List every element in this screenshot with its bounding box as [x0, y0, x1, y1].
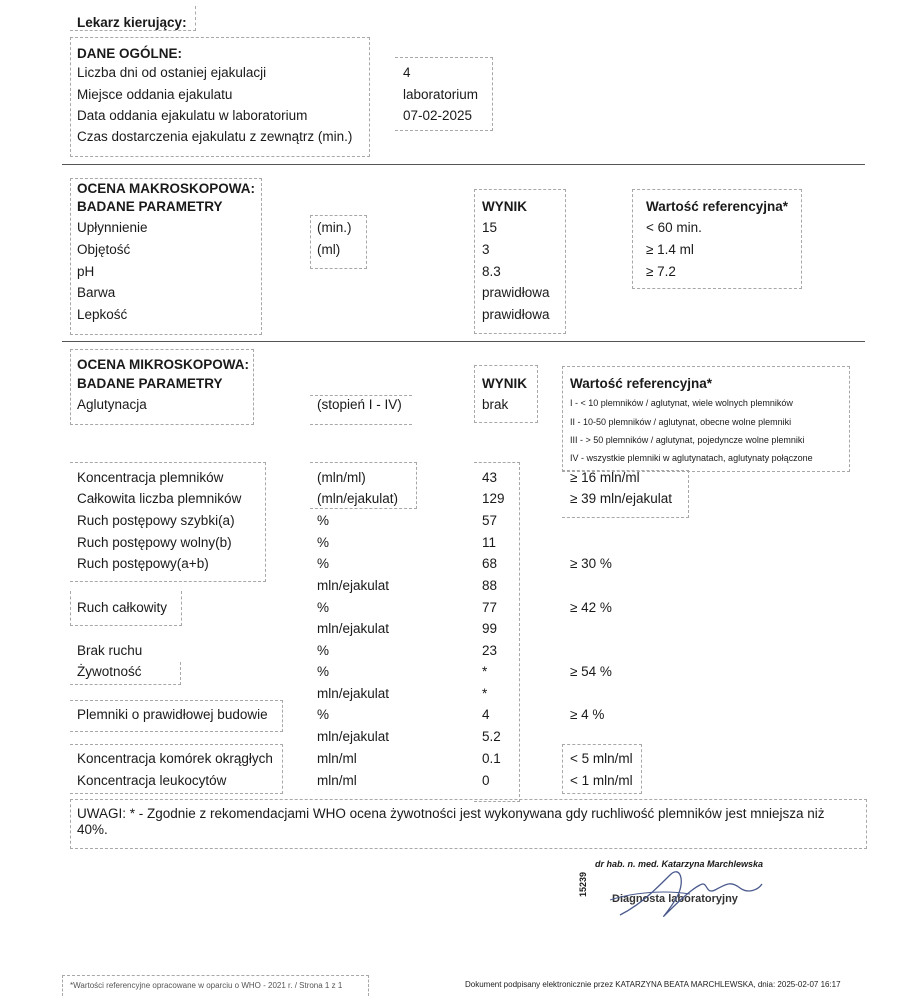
macro-result-viscosity: prawidłowa	[482, 307, 550, 322]
micro-result-morphology-count: 5.2	[482, 729, 501, 744]
micro-unit-immotile: %	[317, 643, 330, 658]
micro-result-total-motility: 77	[482, 600, 498, 615]
micro-result-round-cells: 0.1	[482, 751, 501, 766]
stamp-number: 15239	[578, 871, 588, 897]
micro-unit-round-cells: mln/ml	[317, 751, 357, 766]
general-label-delivery: Czas dostarczenia ejakulatu z zewnątrz (min.)	[77, 129, 353, 144]
footer-left-text: *Wartości referencyjne opracowane w oparciu o WHO - 2021 r. / Strona 1 z 1	[70, 981, 343, 990]
micro-label-total-count: Całkowita liczba plemników	[77, 491, 242, 506]
micro-result-leukocytes: 0	[482, 773, 490, 788]
micro-label-vitality: Żywotność	[77, 664, 142, 679]
doctor-label: Lekarz kierujący:	[77, 15, 187, 30]
micro-ref-morphology: ≥ 4 %	[570, 707, 605, 722]
micro-ref-total-count: ≥ 39 mln/ejakulat	[570, 491, 672, 506]
micro-label-aglutination: Aglutynacja	[77, 397, 147, 412]
macro-result-header: WYNIK	[482, 199, 527, 214]
micro-ref-total-motility: ≥ 42 %	[570, 600, 612, 615]
micro-ref-vitality: ≥ 54 %	[570, 664, 612, 679]
micro-unit-morphology: %	[317, 707, 330, 722]
micro-label-leukocytes: Koncentracja leukocytów	[77, 773, 227, 788]
micro-ref-round-cells: < 5 mln/ml	[570, 751, 633, 766]
signer-role: Diagnosta laboratoryjny	[612, 893, 738, 905]
general-value-date: 07-02-2025	[403, 108, 473, 123]
general-value-days: 4	[403, 65, 411, 80]
macro-label-viscosity: Lepkość	[77, 307, 128, 322]
micro-unit-fast-progressive: %	[317, 513, 330, 528]
macro-ref-liquefaction: < 60 min.	[646, 220, 702, 235]
micro-result-total-motility-count: 99	[482, 621, 498, 636]
notes-line-1: UWAGI: * - Zgodnie z rekomendacjami WHO ocena żywotności jest wykonywana gdy ruchliwość plemników jest mniejsza niż	[77, 806, 825, 821]
micro-result-total-count: 129	[482, 491, 505, 506]
section-divider-2	[62, 341, 865, 342]
micro-unit-total-motility-count: mln/ejakulat	[317, 621, 390, 636]
micro-result-progressive-count: 88	[482, 578, 498, 593]
macro-label-color: Barwa	[77, 285, 116, 300]
footer-right-text: Dokument podpisany elektronicznie przez KATARZYNA BEATA MARCHLEWSKA, dnia: 2025-02-07 16:17	[465, 980, 841, 989]
micro-label-total-motility: Ruch całkowity	[77, 600, 168, 615]
micro-unit-progressive-count: mln/ejakulat	[317, 578, 390, 593]
micro-ref-leukocytes: < 1 mln/ml	[570, 773, 633, 788]
notes-line-2: 40%.	[77, 822, 108, 837]
micro-result-vitality: *	[482, 664, 488, 679]
micro-unit-progressive: %	[317, 556, 330, 571]
macro-result-color: prawidłowa	[482, 285, 550, 300]
general-label-days: Liczba dni od ostaniej ejakulacji	[77, 65, 267, 80]
micro-result-progressive: 68	[482, 556, 498, 571]
micro-result-immotile: 23	[482, 643, 498, 658]
macro-heading: OCENA MAKROSKOPOWA:	[77, 181, 255, 196]
macro-label-liquefaction: Upłynnienie	[77, 220, 148, 235]
general-heading: DANE OGÓLNE:	[77, 46, 183, 61]
micro-label-fast-progressive: Ruch postępowy szybki(a)	[77, 513, 235, 528]
micro-label-immotile: Brak ruchu	[77, 643, 143, 658]
micro-unit-vitality: %	[317, 664, 330, 679]
general-label-place: Miejsce oddania ejakulatu	[77, 87, 233, 102]
micro-result-morphology: 4	[482, 707, 490, 722]
aglut-ref-line-2: II - 10-50 plemników / aglutynat, obecne wolne plemniki	[570, 417, 792, 427]
micro-label-slow-progressive: Ruch postępowy wolny(b)	[77, 535, 232, 550]
micro-unit-slow-progressive: %	[317, 535, 330, 550]
micro-result-slow-progressive: 11	[482, 535, 497, 550]
micro-unit-total-motility: %	[317, 600, 330, 615]
handwritten-signature	[590, 860, 780, 930]
micro-unit-morphology-count: mln/ejakulat	[317, 729, 390, 744]
micro-label-concentration: Koncentracja plemników	[77, 470, 224, 485]
macro-ref-volume: ≥ 1.4 ml	[646, 242, 694, 257]
micro-result-vitality-count: *	[482, 686, 488, 701]
micro-ref-progressive: ≥ 30 %	[570, 556, 612, 571]
micro-unit-total-count: (mln/ejakulat)	[317, 491, 399, 506]
micro-ref-concentration: ≥ 16 mln/ml	[570, 470, 640, 485]
micro-result-header-box	[474, 365, 538, 423]
micro-result-header: WYNIK	[482, 376, 527, 391]
micro-label-progressive: Ruch postępowy(a+b)	[77, 556, 209, 571]
signer-name: dr hab. n. med. Katarzyna Marchlewska	[595, 859, 764, 869]
micro-params-heading: BADANE PARAMETRY	[77, 376, 223, 391]
macro-label-volume: Objętość	[77, 242, 131, 257]
macro-params-heading: BADANE PARAMETRY	[77, 199, 223, 214]
aglut-ref-line-4: IV - wszystkie plemniki w aglutynatach, aglutynaty połączone	[570, 453, 813, 463]
micro-label-morphology: Plemniki o prawidłowej budowie	[77, 707, 268, 722]
macro-unit-liquefaction: (min.)	[317, 220, 352, 235]
general-value-place: laboratorium	[403, 87, 479, 102]
section-divider-1	[62, 164, 865, 165]
macro-unit-volume: (ml)	[317, 242, 341, 257]
micro-ref-header: Wartość referencyjna*	[570, 376, 713, 391]
macro-ref-header: Wartość referencyjna*	[646, 199, 789, 214]
micro-unit-concentration: (mln/ml)	[317, 470, 366, 485]
micro-unit-aglutination: (stopień I - IV)	[317, 397, 402, 412]
micro-heading: OCENA MIKROSKOPOWA:	[77, 357, 249, 372]
aglut-ref-line-1: I - < 10 plemników / aglutynat, wiele wolnych plemników	[570, 398, 793, 408]
aglut-ref-line-3: III - > 50 plemników / aglutynat, pojedyncze wolne plemniki	[570, 435, 805, 445]
micro-result-concentration: 43	[482, 470, 498, 485]
macro-label-ph: pH	[77, 264, 95, 279]
macro-result-volume: 3	[482, 242, 490, 257]
micro-label-round-cells: Koncentracja komórek okrągłych	[77, 751, 273, 766]
macro-result-liquefaction: 15	[482, 220, 498, 235]
macro-ref-ph: ≥ 7.2	[646, 264, 676, 279]
general-label-date: Data oddania ejakulatu w laboratorium	[77, 108, 308, 123]
micro-result-fast-progressive: 57	[482, 513, 498, 528]
micro-result-aglutination: brak	[482, 397, 509, 412]
micro-unit-vitality-count: mln/ejakulat	[317, 686, 390, 701]
micro-unit-leukocytes: mln/ml	[317, 773, 357, 788]
macro-result-ph: 8.3	[482, 264, 501, 279]
